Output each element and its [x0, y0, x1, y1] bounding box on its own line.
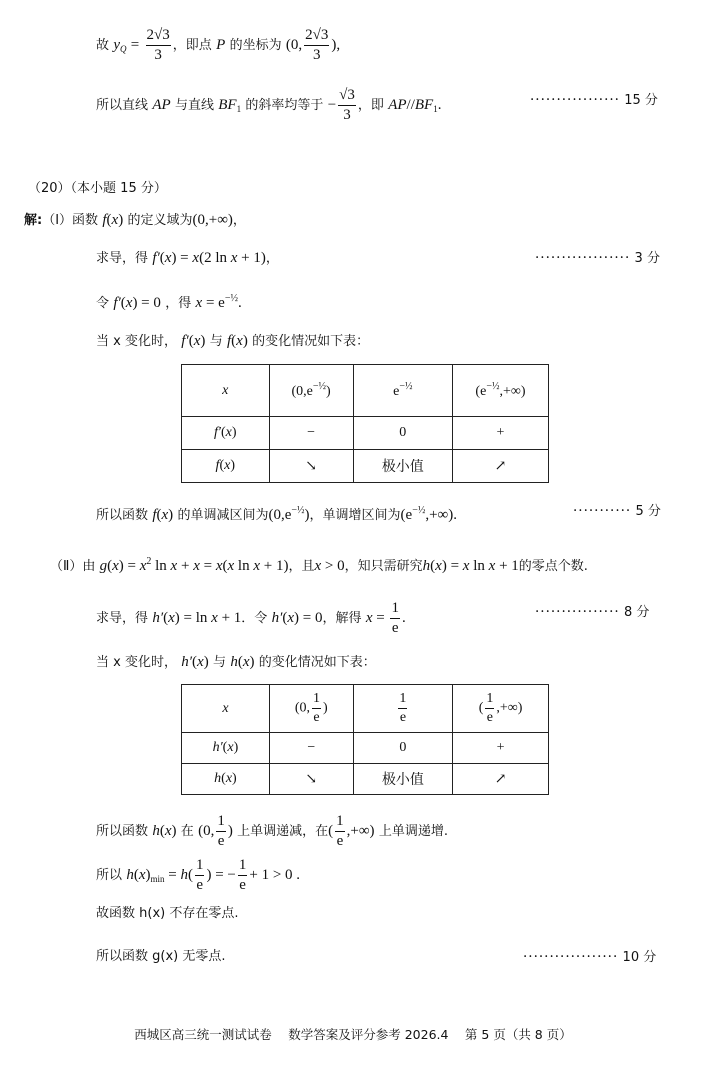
score-15: ················· 15 分: [530, 92, 658, 108]
part2-no-zero-h: 故函数 h(x) 不存在零点.: [96, 906, 239, 921]
score-3: ·················· 3 分: [535, 250, 660, 266]
part2-table-intro: 当 x 变化时， h′(x) 与 h(x) 的变化情况如下表：: [96, 654, 376, 670]
table2-cell: −: [269, 733, 353, 764]
table1-header-interval-right: $(e^{-\frac{1}{2}},+\infty)$: [452, 365, 548, 417]
score-10: ·················· 10 分: [523, 949, 657, 965]
table2-cell: 0: [353, 733, 453, 764]
line-yq: 故 $y_Q$ = $\frac{2√3}{3}$ ，即点 P 的坐标为 (0, $\frac{2√3}{3}$ ),: [96, 27, 341, 63]
score-5: ··········· 5 分: [573, 503, 661, 519]
part1-table-intro: 当 x 变化时， f′(x) 与 f(x) 的变化情况如下表：: [96, 333, 370, 349]
page-footer: 西城区高三统一测试试卷 数学答案及评分参考 2026.4 第 5 页（共 8 页）: [134, 1027, 572, 1042]
table2-header-x: x: [182, 685, 270, 733]
variation-table-1: [181, 364, 549, 483]
part1-derivative: 求导，得 f′(x) = x(2 ln x + 1)，: [96, 250, 279, 266]
table1-row1-label: f′(x): [182, 417, 270, 450]
part2-line1: （Ⅱ）由 $g(x) = x^2$ ln x + x = x(x ln x + 1)，且x > 0，知只需研究h(x) = x ln x + 1的零点个数.: [50, 556, 588, 574]
table2-row2-label: h(x): [182, 764, 270, 795]
table1-header-x: x: [182, 365, 270, 417]
part2-derivative: 求导，得 h′(x) = ln x + 1．令 h′(x) = 0，解得 x = $\frac{1}{e}$ .: [96, 600, 406, 636]
table2-row1-label: h′(x): [182, 733, 270, 764]
part2-no-zero-g: 所以函数 g(x) 无零点.: [96, 949, 226, 964]
question-title: （20）（本小题 15 分）: [28, 181, 167, 196]
table2-cell: ↗: [453, 764, 549, 795]
table1-row2-label: f(x): [182, 450, 270, 483]
table1-cell: +: [452, 417, 548, 450]
score-8: ················ 8 分: [535, 604, 650, 620]
part1-critical: 令 f′(x) = 0 ，得 $x = e^{-\frac{1}{2}}$.: [96, 293, 242, 311]
table2-cell: 极小值: [353, 764, 453, 795]
table2-cell: +: [453, 733, 549, 764]
part2-minimum: 所以 $h(x)_{min} = h$( $\frac{1}{e}$ ) = − $\frac{1}{e}$ + 1 > 0 .: [96, 857, 301, 893]
part1-conclusion: 所以函数 f(x) 的单调减区间为$(0,e^{-\frac{1}{2}})$，单调增区间为$(e^{-\frac{1}{2}},+\infty)$.: [96, 505, 457, 523]
part1-line1: 解:（Ⅰ）函数 f(x) 的定义域为(0,+∞)，: [24, 212, 246, 228]
line-slope: 所以直线 AP 与直线 $BF_1$ 的斜率均等于 − $\frac{√3}{3}$ ，即 $AP//BF_1$.: [96, 87, 442, 123]
table2-header-point: $\frac{1}{e}$: [353, 685, 453, 733]
table1-cell: 0: [353, 417, 452, 450]
table2-header-interval-right: ( $\frac{1}{e}$ ,+∞): [453, 685, 549, 733]
table1-cell: ↗: [452, 450, 548, 483]
table2-cell: ↘: [269, 764, 353, 795]
table1-cell: ↘: [269, 450, 353, 483]
table2-header-interval-left: (0, $\frac{1}{e}$ ): [269, 685, 353, 733]
table1-cell: −: [269, 417, 353, 450]
table1-cell: 极小值: [353, 450, 452, 483]
variation-table-2: [181, 684, 549, 795]
part2-monotonic: 所以函数 h(x) 在 (0, $\frac{1}{e}$ ) 上单调递减，在( $\frac{1}{e}$ ,+∞) 上单调递增.: [96, 813, 448, 849]
table1-header-point: $e^{-\frac{1}{2}}$: [353, 365, 452, 417]
table1-header-interval-left: $(0,e^{-\frac{1}{2}})$: [269, 365, 353, 417]
